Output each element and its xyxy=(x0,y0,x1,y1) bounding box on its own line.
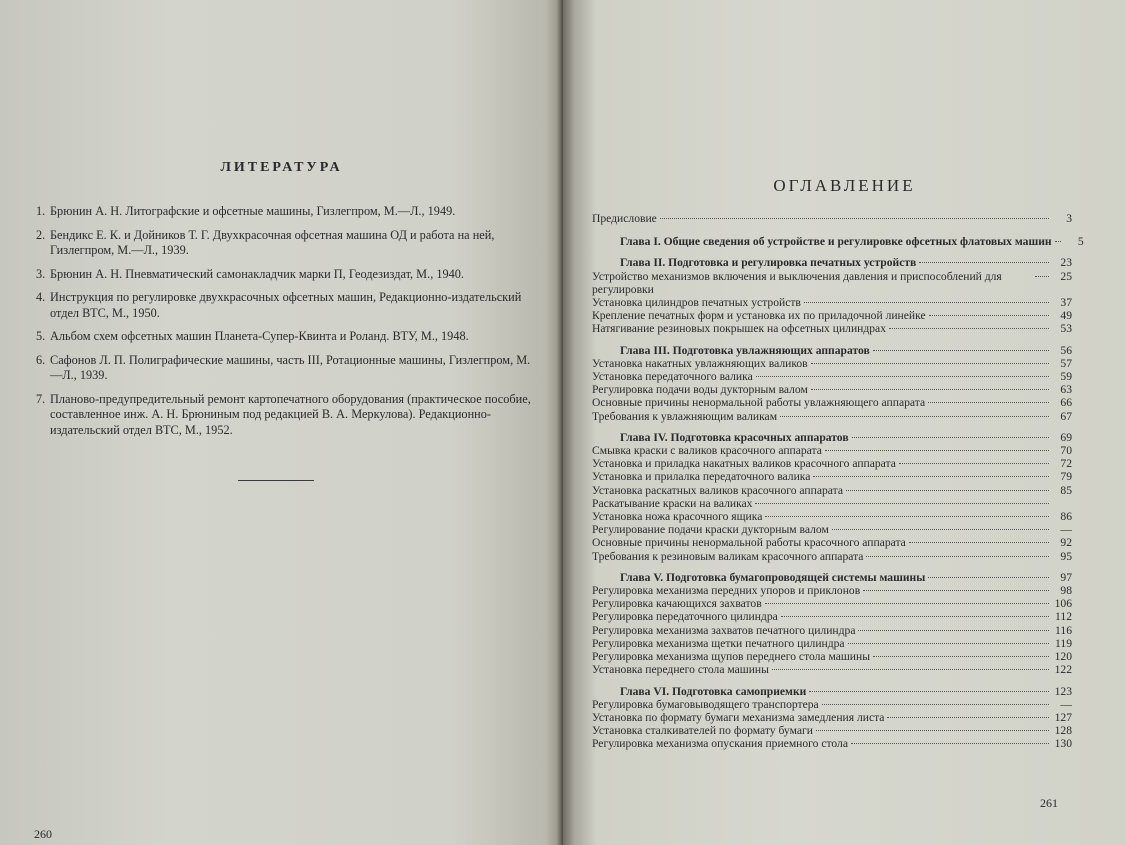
toc-page-number: 106 xyxy=(1054,597,1072,611)
toc-page-number: 49 xyxy=(1060,309,1072,323)
toc-page-number: 112 xyxy=(1055,610,1072,624)
toc-entry-text: Основные причины ненормальной работы увлажняющего аппарата xyxy=(592,396,926,410)
toc-page-number: 72 xyxy=(1060,457,1072,471)
toc-entry-text: Установка переднего стола машины xyxy=(592,663,769,677)
toc-entry xyxy=(592,650,1072,663)
dot-leader xyxy=(848,643,1049,644)
toc-chapter xyxy=(592,235,1084,249)
toc-page-number: — xyxy=(1060,697,1072,711)
reference-text: Брюнин А. Н. Пневматический самонакладчик марки П, Геодезиздат, М., 1940. xyxy=(50,266,465,281)
toc-entry-text: Требования к резиновым валикам красочного аппарата xyxy=(592,549,864,563)
toc-chapter xyxy=(592,571,1072,584)
toc-entry xyxy=(592,270,1072,296)
toc-entry-text: Установка цилиндров печатных устройств xyxy=(592,296,801,310)
dot-leader xyxy=(858,630,1049,631)
toc-entry-text: Регулировка механизма передних упоров и приклонов xyxy=(592,584,861,598)
toc-page-number: 123 xyxy=(1054,684,1072,698)
toc-entry xyxy=(592,484,1072,497)
reference-item xyxy=(36,353,536,384)
toc-entry-text: Регулировка передаточного цилиндра xyxy=(592,610,778,624)
toc-chapter xyxy=(592,431,1072,444)
toc-page-number: 5 xyxy=(1077,235,1084,249)
toc-entry xyxy=(592,536,1072,549)
dot-leader xyxy=(772,669,1049,670)
toc-entry-text: Предисловие xyxy=(592,212,657,225)
toc-page-number: 98 xyxy=(1060,584,1072,598)
toc-entry-text: Натягивание резиновых покрышек на офсетных цилиндрах xyxy=(592,322,886,336)
toc-entry xyxy=(592,212,1072,225)
reference-item xyxy=(36,329,536,345)
toc-entry xyxy=(592,309,1072,322)
dot-leader xyxy=(873,656,1049,657)
toc-page-number: 66 xyxy=(1060,396,1072,410)
toc-entry xyxy=(592,711,1072,724)
toc-page-number: 70 xyxy=(1060,444,1072,458)
dot-leader xyxy=(756,376,1049,377)
dot-leader xyxy=(873,350,1049,351)
toc-chapter xyxy=(592,344,1072,357)
toc-entry-text: Регулировка качающихся захватов xyxy=(592,597,762,611)
toc-entry xyxy=(592,497,1072,510)
dot-leader xyxy=(889,328,1049,329)
page-number-right: 261 xyxy=(1040,796,1058,810)
toc-entry-text: Глава II. Подготовка и регулировка печатных устройств xyxy=(620,256,917,270)
dot-leader xyxy=(804,302,1049,303)
toc-page-number: 57 xyxy=(1060,356,1072,370)
toc-page-number: 3 xyxy=(1066,212,1072,225)
toc-entry xyxy=(592,737,1072,750)
toc-page-number: 56 xyxy=(1060,343,1072,357)
toc-entry-text: Установка ножа красочного ящика xyxy=(592,510,763,524)
toc-page-number: 53 xyxy=(1060,322,1072,336)
reference-number: 7. xyxy=(36,391,46,406)
dot-leader xyxy=(822,704,1049,705)
page-number-left: 260 xyxy=(34,827,52,841)
reference-item xyxy=(36,228,536,259)
toc-entry xyxy=(592,510,1072,523)
dot-leader xyxy=(846,490,1049,491)
toc-entry-text: Регулировка механизма опускания приемного стола xyxy=(592,737,848,751)
toc-entry-text: Установка раскатных валиков красочного аппарата xyxy=(592,483,843,497)
dot-leader xyxy=(660,218,1049,219)
dot-leader xyxy=(928,577,1049,578)
toc-entry xyxy=(592,444,1072,457)
toc-entry-text: Основные причины ненормальной работы красочного аппарата xyxy=(592,536,906,550)
toc-entry-text: Регулировка механизма щетки печатного цилиндра xyxy=(592,636,845,650)
toc-page-number: 95 xyxy=(1060,549,1072,563)
toc-page-number: 97 xyxy=(1060,570,1072,584)
toc-page-number: 63 xyxy=(1060,383,1072,397)
dot-leader xyxy=(852,437,1049,438)
toc-entry-text: Установка и приладка накатных валиков красочного аппарата xyxy=(592,457,896,471)
toc-entry xyxy=(592,396,1072,409)
toc-entry-text: Глава III. Подготовка увлажняющих аппаратов xyxy=(620,343,870,357)
reference-item xyxy=(36,267,536,283)
toc-page-number: — xyxy=(1060,523,1072,537)
toc-page-number: 122 xyxy=(1054,663,1072,677)
toc-entry xyxy=(592,584,1072,597)
reference-number: 1. xyxy=(36,204,46,218)
toc-entry-text: Устройство механизмов включения и выключения давления и приспособлений для регулировки xyxy=(592,269,1002,296)
reference-text: Альбом схем офсетных машин Планета-Супер-Квинта и Роланд. ВТУ, М., 1948. xyxy=(50,329,469,343)
contents-title: ОГЛАВЛЕНИЕ xyxy=(773,176,916,195)
toc-entry xyxy=(592,550,1072,563)
section-divider xyxy=(238,480,314,481)
toc-page-number: 67 xyxy=(1060,409,1072,423)
reference-text: Сафонов Л. П. Полиграфические машины, часть III, Ротационные машины, Гизлегпром, М.—Л., 1939. xyxy=(50,352,531,382)
dot-leader xyxy=(809,691,1049,692)
toc-entry xyxy=(592,597,1072,610)
toc-entry xyxy=(592,637,1072,650)
toc-entry-text: Регулировка подачи воды дукторным валом xyxy=(592,383,808,397)
toc-page-number: 59 xyxy=(1060,370,1072,384)
dot-leader xyxy=(929,315,1049,316)
toc-page-number: 37 xyxy=(1060,296,1072,310)
dot-leader xyxy=(780,416,1049,417)
toc-chapter xyxy=(592,685,1072,698)
dot-leader xyxy=(928,402,1049,403)
toc-entry-text: Регулировка механизма щупов переднего стола машины xyxy=(592,650,870,664)
toc-entry xyxy=(592,624,1072,637)
toc-entry-text: Глава I. Общие сведения об устройстве и регулировке офсетных флатовых машин xyxy=(620,235,1052,249)
toc-page-number: 119 xyxy=(1055,636,1072,650)
dot-leader xyxy=(1035,276,1049,277)
toc-entry xyxy=(592,296,1072,309)
toc-page-number: 130 xyxy=(1054,737,1072,751)
reference-text: Бендикс Е. К. и Дойников Т. Г. Двухкрасочная офсетная машина ОД и работа на ней, Гизлегпром, М.—Л., 1939. xyxy=(50,227,495,257)
toc-page-number: 85 xyxy=(1060,483,1072,497)
toc-entry-text: Глава V. Подготовка бумагопроводящей системы машины xyxy=(620,570,926,584)
toc-entry xyxy=(592,370,1072,383)
dot-leader xyxy=(825,450,1049,451)
toc-entry xyxy=(592,610,1072,623)
toc-entry-text: Установка передаточного валика xyxy=(592,370,753,384)
dot-leader xyxy=(781,616,1049,617)
toc-entry-text: Регулировка бумаговыводящего транспортера xyxy=(592,697,819,711)
reference-text: Инструкция по регулировке двухкрасочных офсетных машин, Редакционно-издательский отдел ВТС, М., 1950. xyxy=(50,290,522,320)
toc-entry-text: Установка накатных увлажняющих валиков xyxy=(592,356,808,370)
toc-entry-text: Установка по формату бумаги механизма замедления листа xyxy=(592,710,885,724)
toc-page-number: 86 xyxy=(1060,510,1072,524)
reference-item xyxy=(36,204,536,220)
dot-leader xyxy=(909,542,1049,543)
dot-leader xyxy=(813,476,1049,477)
dot-leader xyxy=(755,503,1049,504)
reference-number: 6. xyxy=(36,352,46,367)
reference-text: Планово-предупредительный ремонт картопечатного оборудования (практическое пособие, составленное инж. А. Н. Брюниным под редакцией В. А. Меркулова). Редакционно-издательский отдел ВТС, М., 1952. xyxy=(50,391,531,437)
toc-page-number: 92 xyxy=(1060,536,1072,550)
toc-entry xyxy=(592,698,1072,711)
toc-entry-text: Смывка краски с валиков красочного аппарата xyxy=(592,444,822,458)
toc-page-number: 69 xyxy=(1060,430,1072,444)
toc-entry xyxy=(592,322,1072,335)
dot-leader xyxy=(832,529,1049,530)
reference-text: Брюнин А. Н. Литографские и офсетные машины, Гизлегпром, М.—Л., 1949. xyxy=(50,204,456,218)
table-of-contents xyxy=(592,212,1084,751)
toc-entry-text: Глава IV. Подготовка красочных аппаратов xyxy=(620,430,849,444)
dot-leader xyxy=(1055,241,1061,242)
reference-item xyxy=(36,290,536,321)
reference-list xyxy=(36,204,536,446)
toc-entry xyxy=(592,410,1072,423)
toc-page-number: 116 xyxy=(1055,623,1072,637)
toc-entry xyxy=(592,470,1072,483)
dot-leader xyxy=(863,590,1049,591)
dot-leader xyxy=(765,603,1049,604)
toc-page-number: 127 xyxy=(1054,710,1072,724)
dot-leader xyxy=(811,363,1049,364)
dot-leader xyxy=(919,262,1049,263)
dot-leader xyxy=(811,389,1049,390)
reference-number: 5. xyxy=(36,329,46,343)
reference-item xyxy=(36,392,536,439)
dot-leader xyxy=(887,717,1049,718)
dot-leader xyxy=(851,743,1049,744)
toc-page-number: 128 xyxy=(1054,724,1072,738)
toc-entry-text: Регулировка механизма захватов печатного цилиндра xyxy=(592,623,856,637)
toc-chapter xyxy=(592,256,1072,269)
dot-leader xyxy=(899,463,1049,464)
toc-entry xyxy=(592,457,1072,470)
reference-number: 2. xyxy=(36,227,46,242)
toc-entry-text: Установка сталкивателей по формату бумаги xyxy=(592,724,813,738)
dot-leader xyxy=(816,730,1049,731)
dot-leader xyxy=(765,516,1049,517)
toc-entry-text: Крепление печатных форм и установка их по приладочной линейке xyxy=(592,309,926,323)
toc-entry-text: Регулирование подачи краски дукторным валом xyxy=(592,523,829,537)
dot-leader xyxy=(866,556,1049,557)
toc-page-number: 25 xyxy=(1060,269,1072,283)
toc-entry xyxy=(592,724,1072,737)
toc-entry xyxy=(592,523,1072,536)
toc-entry-text: Глава VI. Подготовка самоприемки xyxy=(620,684,807,698)
toc-entry-text: Требования к увлажняющим валикам xyxy=(592,409,778,423)
toc-page-number: 23 xyxy=(1060,256,1072,270)
literature-title: ЛИТЕРАТУРА xyxy=(220,160,343,175)
reference-number: 4. xyxy=(36,290,46,304)
toc-entry-text: Раскатывание краски на валиках xyxy=(592,496,753,510)
toc-page-number: 79 xyxy=(1060,470,1072,484)
toc-entry xyxy=(592,357,1072,370)
toc-entry xyxy=(592,663,1072,676)
toc-page-number: 120 xyxy=(1054,650,1072,664)
toc-entry-text: Установка и прилалка передаточного валика xyxy=(592,470,811,484)
toc-entry xyxy=(592,383,1072,396)
reference-number: 3. xyxy=(36,266,46,281)
